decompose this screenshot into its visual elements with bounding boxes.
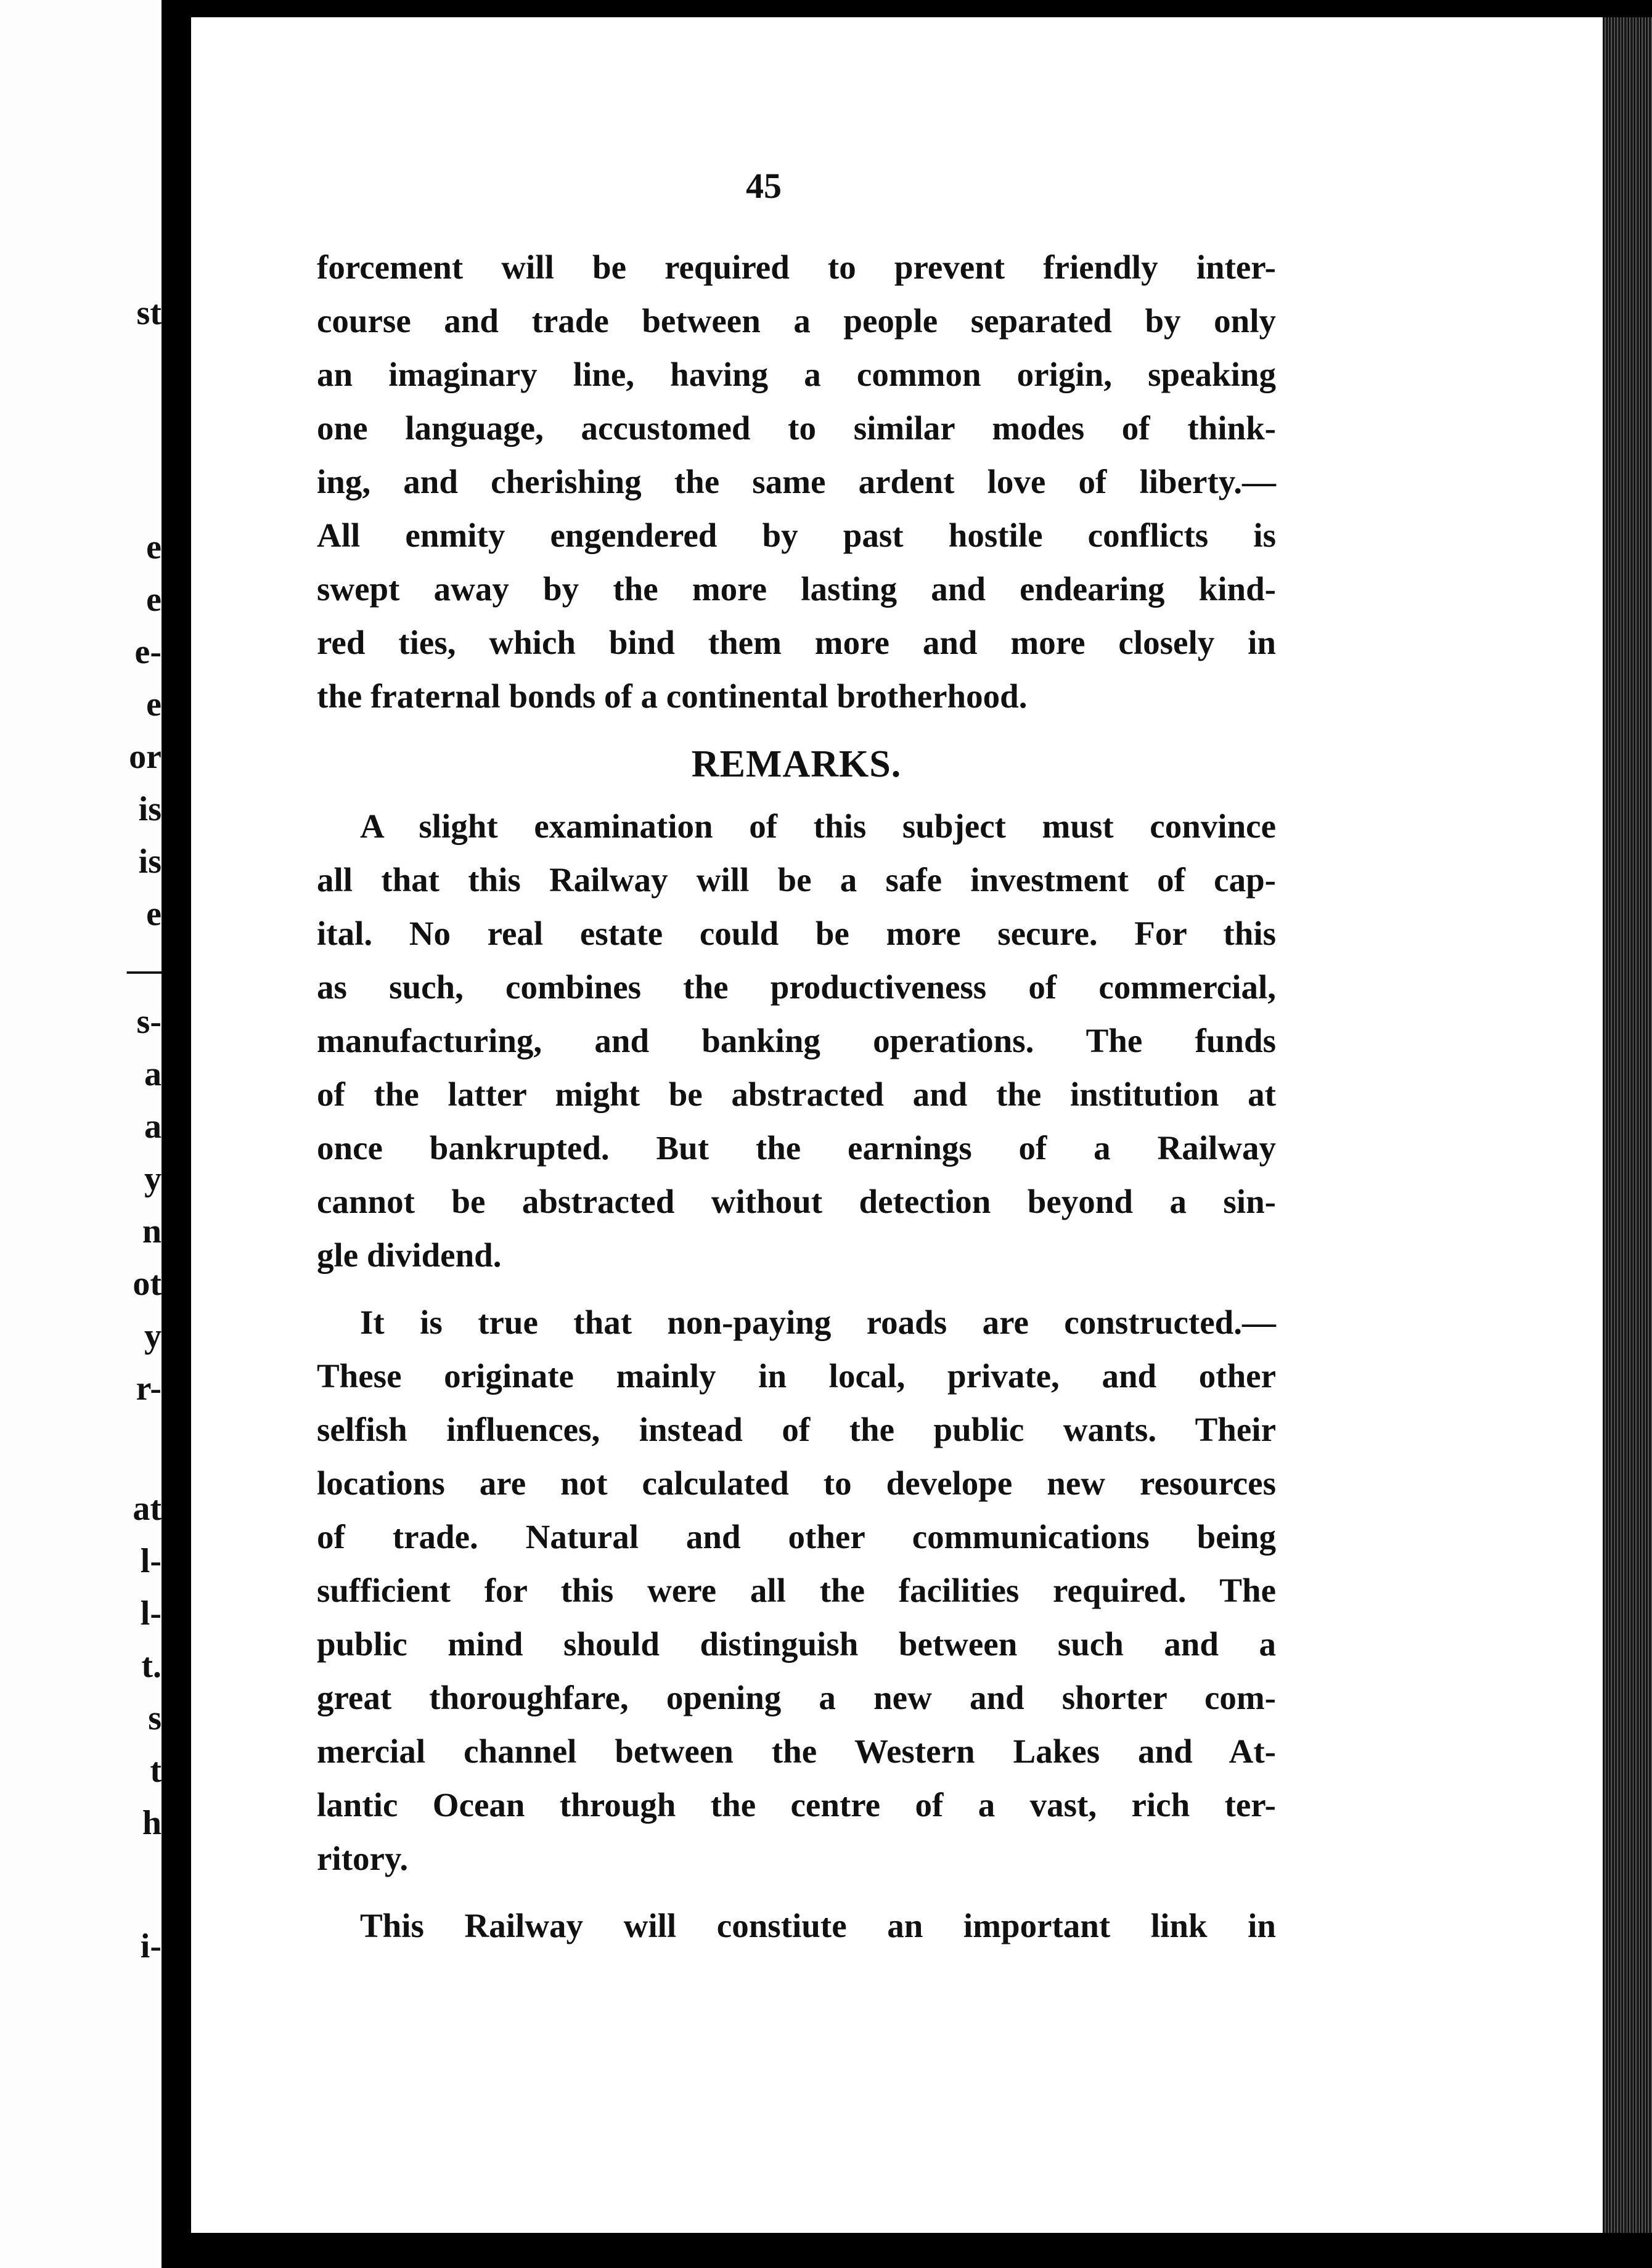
text-line: once bankrupted. But the earnings of a Railway [317,1129,1276,1167]
text-line: great thoroughfare, opening a new and shorter com- [317,1679,1276,1716]
text-line: public mind should distinguish between such and a [317,1625,1276,1663]
facing-page [0,0,162,2268]
paragraph [317,1899,1276,1952]
text-line: ing, and cherishing the same ardent love of liberty.— [317,463,1276,500]
paragraph [317,1295,1276,1885]
text-line: gle dividend. [317,1236,502,1274]
paragraph [317,240,1276,723]
facing-page-fragment: a [144,1055,162,1093]
facing-page-fragment: or [129,738,162,776]
facing-page-fragment: h [142,1804,162,1842]
text-line: selfish influences, instead of the public wants. Their [317,1411,1276,1448]
text-line: lantic Ocean through the centre of a vast, rich ter- [317,1786,1276,1824]
text-line: of the latter might be abstracted and the institution at [317,1075,1276,1113]
body-text [317,240,1276,1952]
text-line: forcement will be required to prevent friendly inter- [317,248,1276,286]
facing-page-fragment: l- [140,1594,162,1633]
text-line: swept away by the more lasting and endearing kind- [317,570,1276,608]
facing-page-fragment: e [146,895,162,933]
facing-page-fragment: l- [140,1542,162,1580]
paragraph-gap [317,1282,1276,1295]
facing-page-fragment: st [136,294,162,332]
text-line: the fraternal bonds of a continental brotherhood. [317,677,1028,715]
text-line: This Railway will constiute an important link in [360,1907,1276,1944]
text-line: locations are not calculated to develope new resources [317,1464,1276,1502]
text-line: A slight examination of this subject must convince [360,807,1276,845]
facing-page-fragment: y [144,1160,162,1198]
text-line: all that this Railway will be a safe investment of cap- [317,861,1276,899]
facing-page-fragment: at [133,1490,162,1528]
text-line: red ties, which bind them more and more closely in [317,624,1276,661]
text-line: mercial channel between the Western Lakes and At- [317,1732,1276,1770]
facing-page-fragment: n [142,1212,162,1250]
facing-page-fragment: y [144,1317,162,1355]
paragraph [317,799,1276,1282]
text-line: These originate mainly in local, private, and other [317,1357,1276,1395]
text-line: All enmity engendered by past hostile conflicts is [317,516,1276,554]
facing-page-fragment: e [146,581,162,619]
facing-page-fragment: e- [134,633,162,671]
facing-page-fragment: r- [136,1369,162,1408]
text-line: manufacturing, and banking operations. The funds [317,1022,1276,1059]
facing-page-fragment: t. [141,1647,162,1685]
text-line: as such, combines the productiveness of commercial, [317,968,1276,1006]
text-line: of trade. Natural and other communications being [317,1518,1276,1556]
facing-page-fragment: s [148,1699,162,1737]
facing-page-fragment: s- [136,1003,162,1041]
facing-page-fragment: e [146,528,162,566]
facing-page-fragment: is [138,842,162,881]
facing-page-fragment: — [127,950,162,989]
book-gutter [162,0,191,2268]
page-number: 45 [746,166,782,206]
text-line: one language, accustomed to similar modes of think- [317,409,1276,447]
text-line: ital. No real estate could be more secure. For this [317,915,1276,952]
text-line: It is true that non-paying roads are constructed.— [360,1303,1276,1341]
facing-page-fragment: i- [140,1927,162,1965]
facing-page-fragment: ot [133,1265,162,1303]
text-line: cannot be abstracted without detection beyond a sin- [317,1183,1276,1220]
page-edges [1603,17,1652,2233]
facing-page-fragment: a [144,1107,162,1146]
facing-page-fragment: t [150,1752,162,1790]
text-line: an imaginary line, having a common origin, speaking [317,356,1276,393]
section-heading: REMARKS. [691,743,902,785]
text-line: course and trade between a people separated by only [317,302,1276,340]
text-line: ritory. [317,1840,409,1877]
facing-page-fragment: e [146,685,162,724]
facing-page-fragment: is [138,790,162,828]
text-line: sufficient for this were all the facilities required. The [317,1572,1276,1609]
paragraph-gap [317,1885,1276,1899]
